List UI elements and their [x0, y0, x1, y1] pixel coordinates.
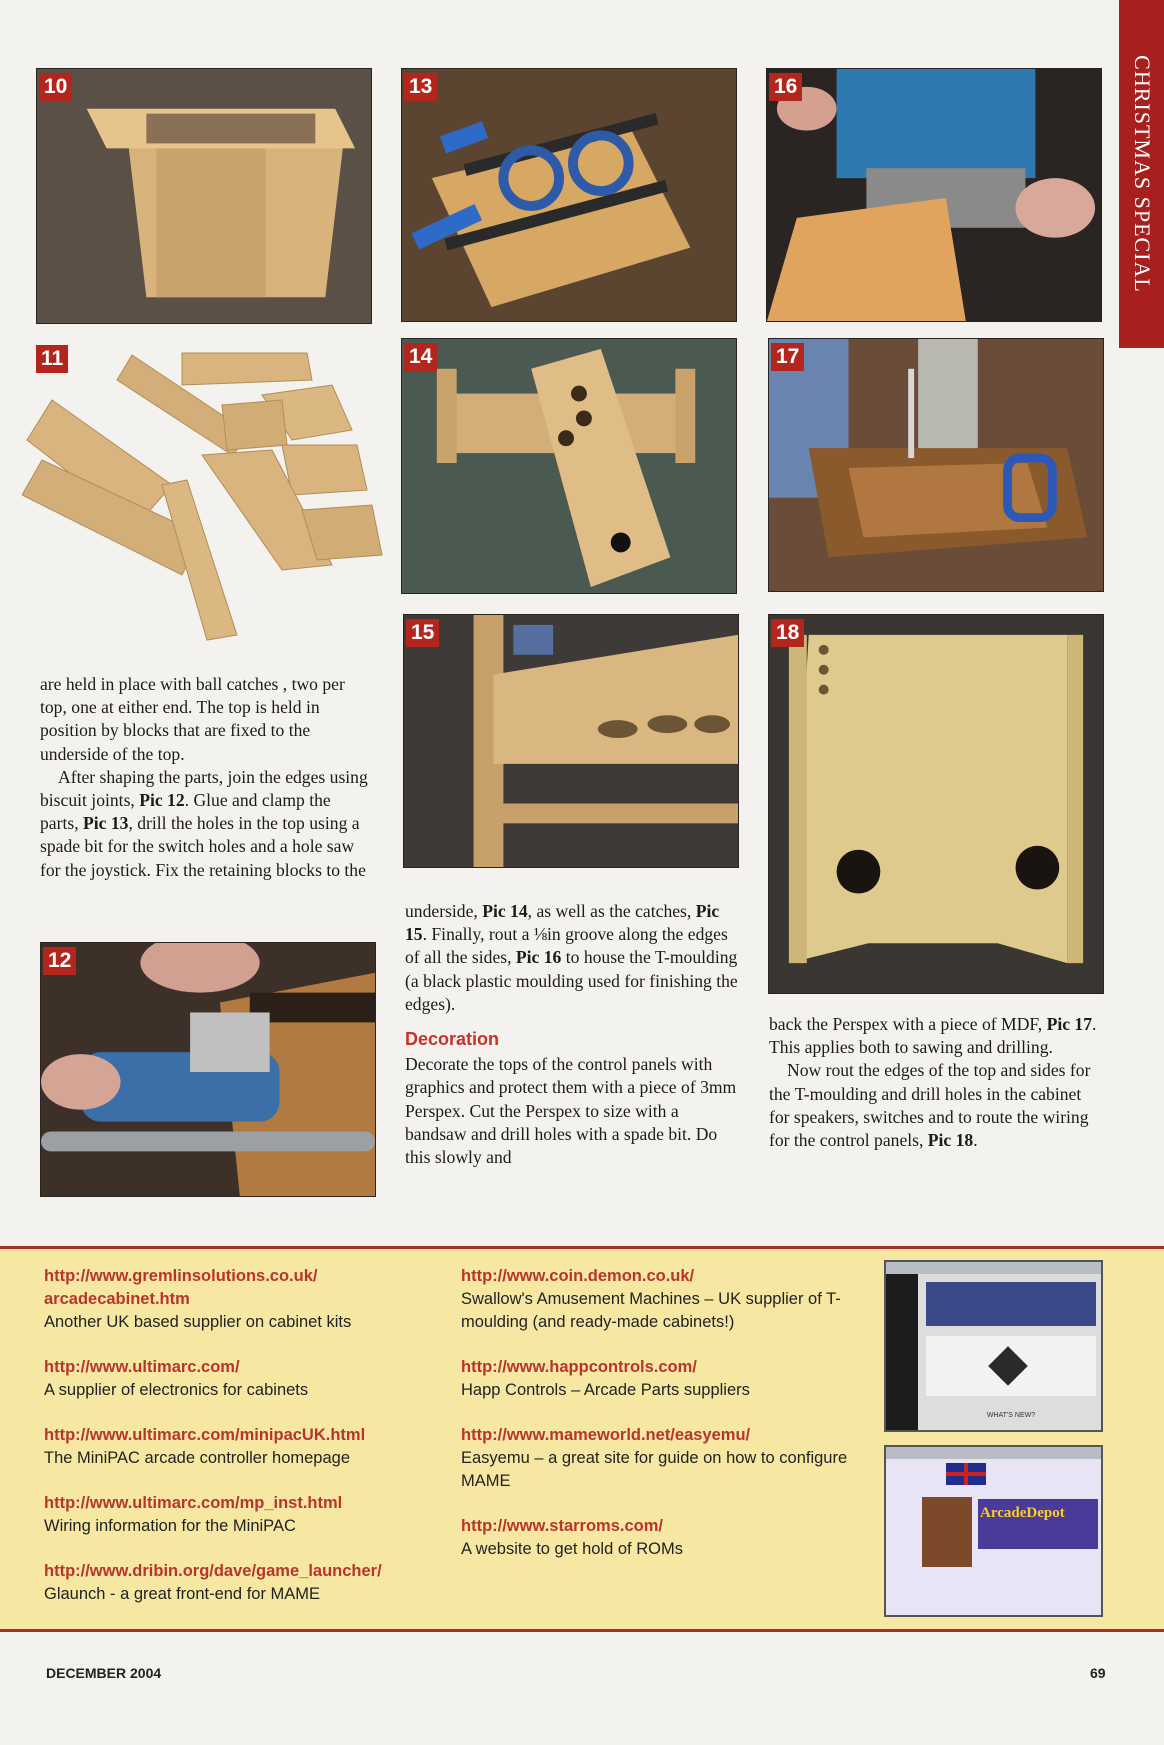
link-entry [44, 1265, 434, 1334]
website-screenshot-1 [884, 1260, 1103, 1432]
links-column-left [44, 1265, 434, 1628]
link-description: Easyemu – a great site for guide on how to configure MAME [461, 1449, 848, 1490]
link-description: Wiring information for the MiniPAC [44, 1517, 296, 1535]
photo-number: 15 [406, 619, 439, 647]
links-column-middle [461, 1265, 861, 1583]
photo-17 [768, 338, 1104, 592]
link-description: Swallow's Amusement Machines – UK supplier of T-moulding (and ready-made cabinets!) [461, 1290, 841, 1331]
link-url[interactable]: http://www.happcontrols.com/ [461, 1358, 697, 1376]
paragraph: underside, Pic 14, as well as the catches, Pic 15. Finally, rout a ⅛in groove along the edges of all the sides, Pic 16 to house the T-moulding (a black plastic moulding used for finishing the edges). [405, 901, 738, 1014]
link-description: A website to get hold of ROMs [461, 1540, 683, 1558]
link-url[interactable]: http://www.ultimarc.com/ [44, 1358, 240, 1376]
link-entry [44, 1492, 434, 1538]
link-entry [461, 1265, 861, 1334]
photo-number: 13 [404, 73, 437, 101]
paragraph: are held in place with ball catches , two per top, one at either end. The top is held in position by blocks that are fixed to the underside of the top. [40, 674, 345, 764]
photo-number: 18 [771, 619, 804, 647]
photo-18 [768, 614, 1104, 994]
paragraph: Decorate the tops of the control panels with graphics and protect them with a piece of 3mm Perspex. Cut the Perspex to size with a bandsaw and drill holes with a spade bit. Do this slowly and [405, 1054, 737, 1168]
link-url[interactable]: http://www.gremlinsolutions.co.uk/ arcadecabinet.htm [44, 1267, 318, 1308]
link-url[interactable]: http://www.coin.demon.co.uk/ [461, 1267, 695, 1285]
link-url[interactable]: http://www.ultimarc.com/mp_inst.html [44, 1494, 343, 1512]
paragraph: Now rout the edges of the top and sides for the T-moulding and drill holes in the cabinet for speakers, switches and to route the wiring for the control panels, Pic 18. [769, 1060, 1091, 1151]
photo-15 [403, 614, 739, 868]
body-column-2 [405, 900, 741, 1169]
section-heading: Decoration [405, 1029, 500, 1050]
link-entry [461, 1356, 861, 1402]
link-entry [44, 1560, 434, 1606]
page-number: 69 [1090, 1665, 1106, 1681]
photo-number: 16 [769, 73, 802, 101]
link-description: The MiniPAC arcade controller homepage [44, 1449, 351, 1467]
link-entry [44, 1424, 434, 1470]
section-tab [1119, 0, 1164, 348]
screenshot-logo: ArcadeDepot [980, 1505, 1065, 1521]
photo-16 [766, 68, 1102, 322]
link-entry [461, 1515, 861, 1561]
link-description: Another UK based supplier on cabinet kits [44, 1313, 352, 1331]
photo-number: 14 [404, 343, 437, 371]
link-entry [44, 1356, 434, 1402]
link-entry [461, 1424, 861, 1493]
photo-13 [401, 68, 737, 322]
link-description: Happ Controls – Arcade Parts suppliers [461, 1381, 750, 1399]
link-url[interactable]: http://www.starroms.com/ [461, 1517, 663, 1535]
photo-10 [36, 68, 372, 324]
link-description: A supplier of electronics for cabinets [44, 1381, 309, 1399]
photo-12 [40, 942, 376, 1197]
link-description: Glaunch - a great front-end for MAME [44, 1585, 321, 1603]
photo-number: 12 [43, 947, 76, 975]
body-column-1 [40, 673, 370, 882]
body-column-3 [769, 1013, 1105, 1152]
photo-14 [401, 338, 737, 594]
paragraph: back the Perspex with a piece of MDF, Pic 17. This applies both to sawing and drilling. [769, 1014, 1097, 1058]
link-url[interactable]: http://www.mameworld.net/easyemu/ [461, 1426, 751, 1444]
link-url[interactable]: http://www.dribin.org/dave/game_launcher/ [44, 1562, 382, 1580]
website-screenshot-2 [884, 1445, 1103, 1617]
link-url[interactable]: http://www.ultimarc.com/minipacUK.html [44, 1426, 366, 1444]
photo-number: 17 [771, 343, 804, 371]
section-tab-label: CHRISTMAS SPECIAL [1129, 55, 1155, 293]
photo-number: 10 [39, 73, 72, 101]
paragraph: After shaping the parts, join the edges using biscuit joints, Pic 12. Glue and clamp the parts, Pic 13, drill the holes in the top using a spade bit for the switch holes and a hole saw for the joystick. Fix the retaining blocks to the [40, 766, 368, 880]
footer-issue: DECEMBER 2004 [46, 1665, 162, 1681]
photo-number: 11 [36, 345, 68, 373]
screenshot-caption: WHAT'S NEW? [986, 1412, 1036, 1419]
photo-11 [22, 345, 388, 645]
